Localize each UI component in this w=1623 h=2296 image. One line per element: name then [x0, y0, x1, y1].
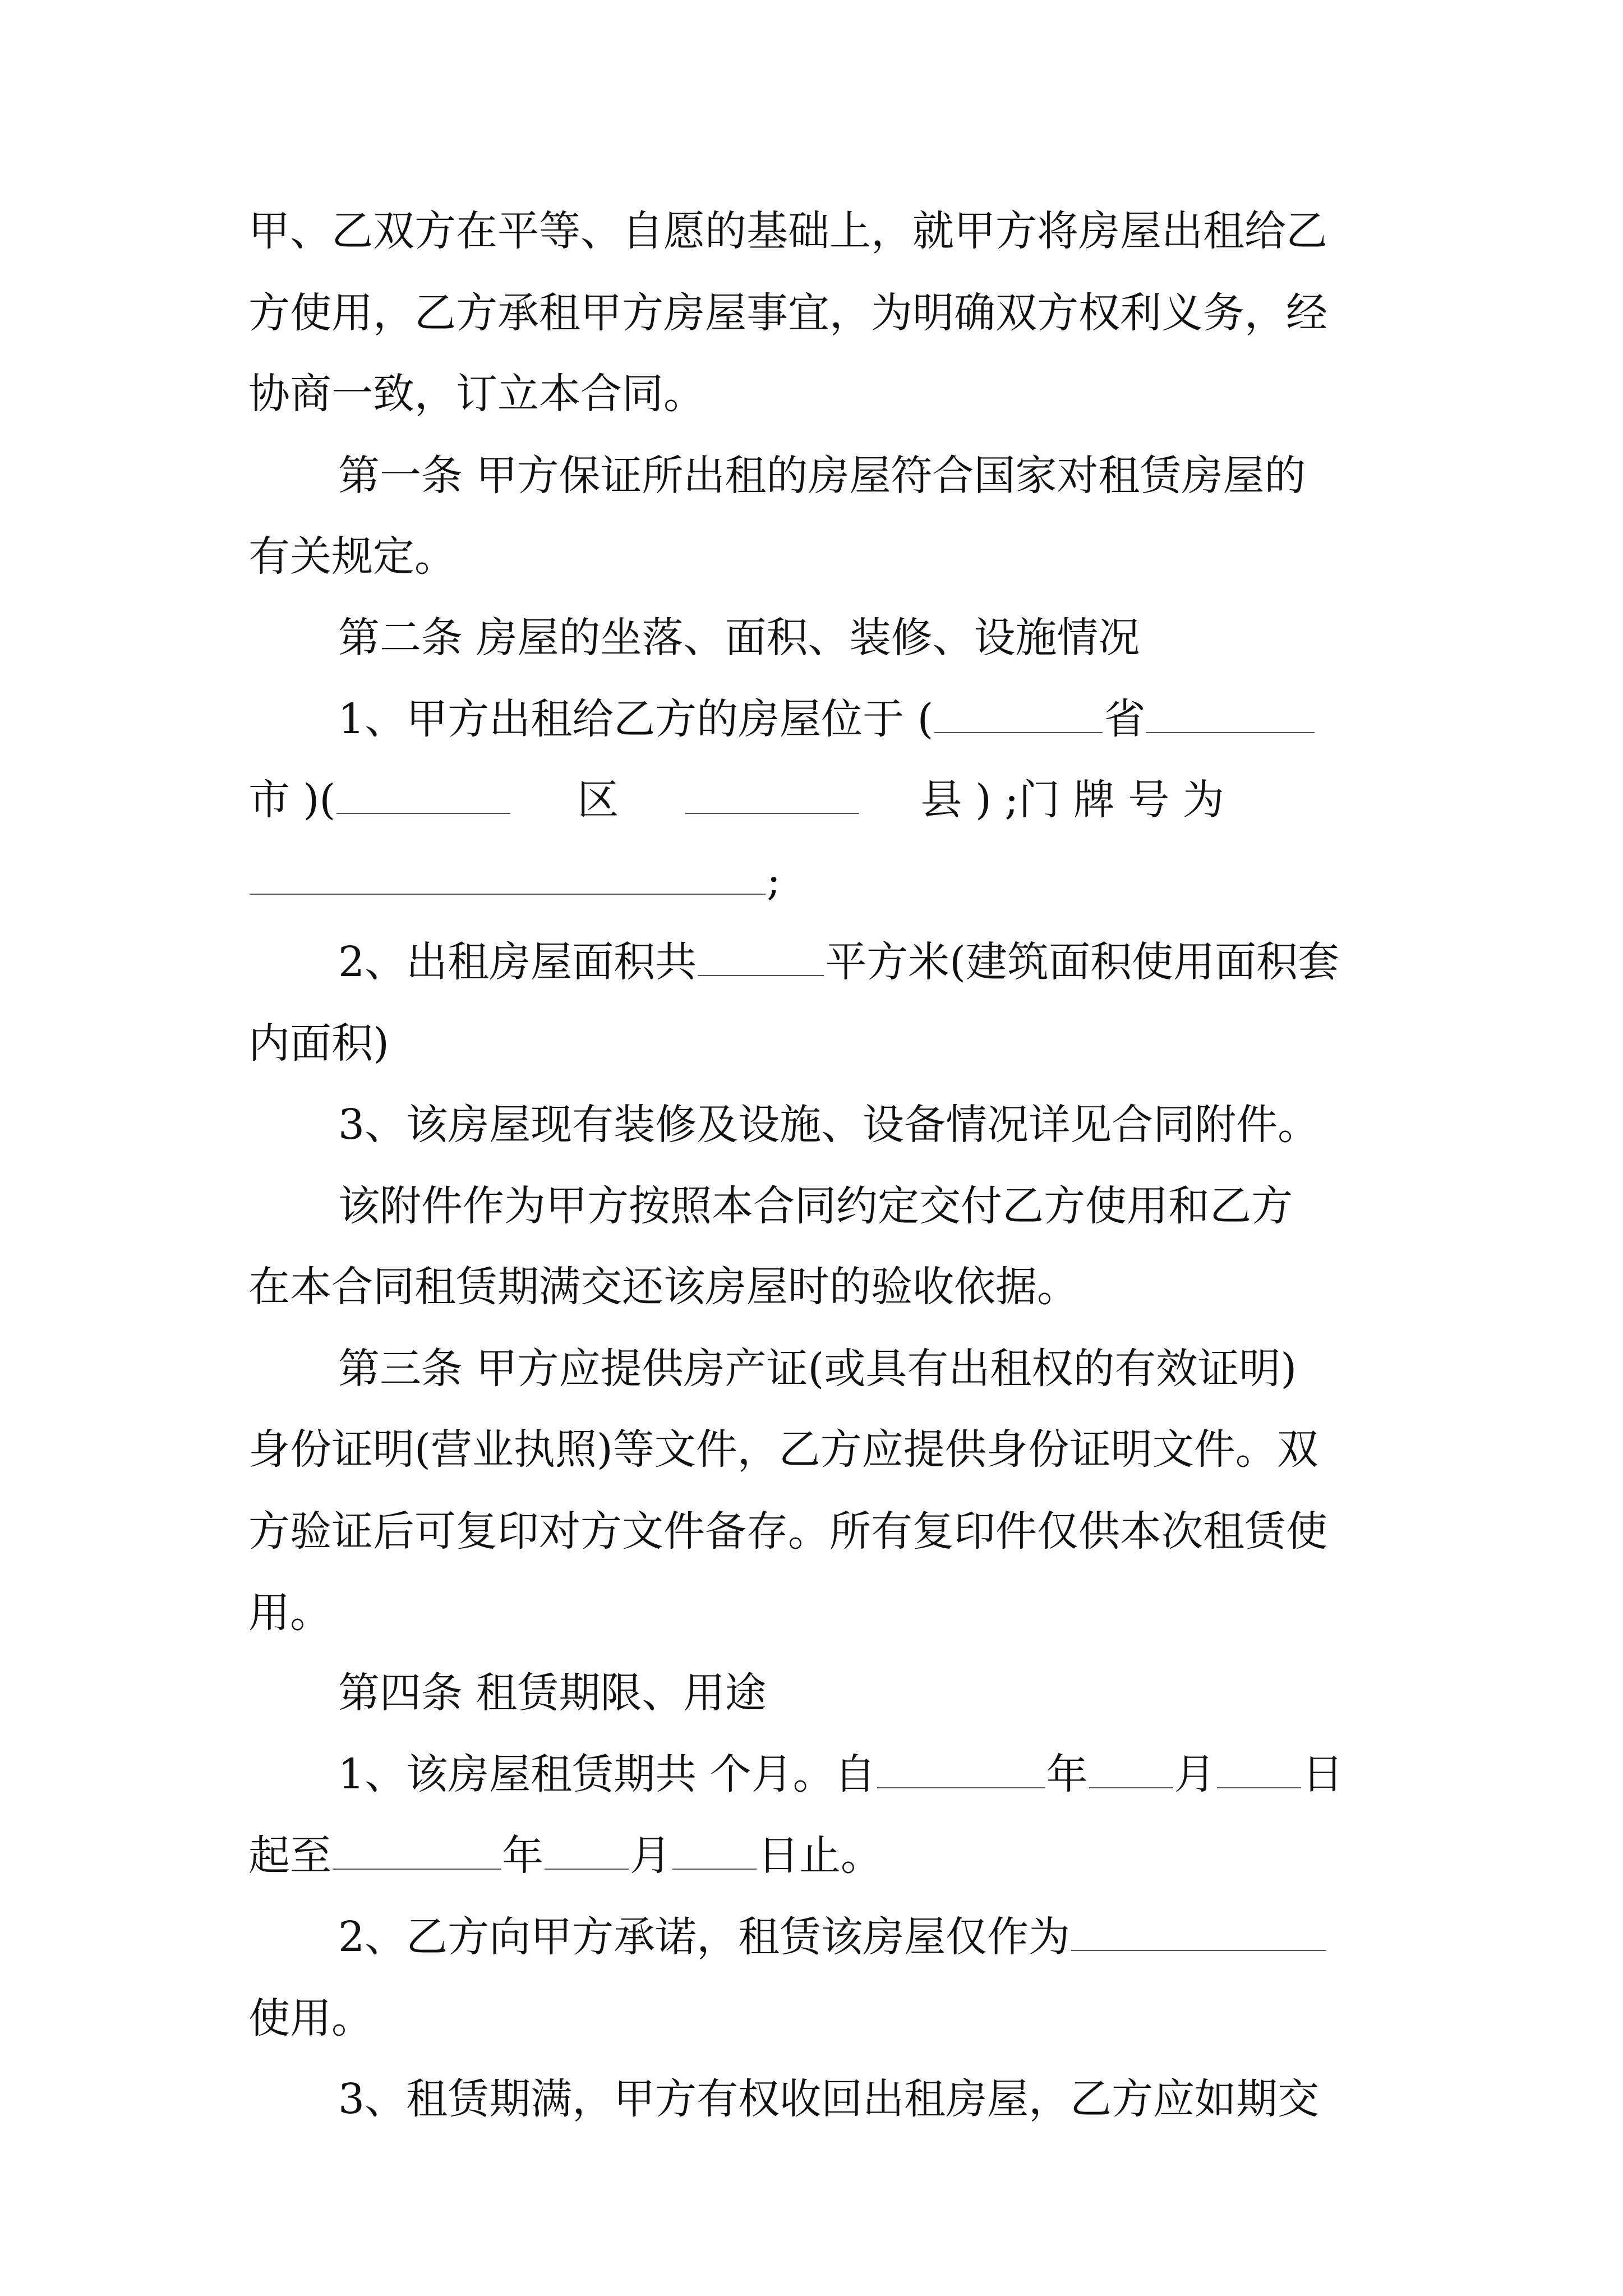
text: 1、甲方出租给乙方的房屋位于 (	[338, 695, 934, 743]
paragraph-line	[248, 1585, 1375, 1641]
blank-field	[1217, 1754, 1301, 1788]
text: 区	[577, 776, 619, 824]
clause-line	[338, 1097, 1375, 1153]
text: 起至	[248, 1832, 331, 1880]
text: 县 ) ;门 牌 号 为	[920, 776, 1224, 824]
text: 甲、乙双方在平等、自愿的基础上，就甲方将房屋出租给乙	[248, 207, 1327, 255]
text: 第四条 租赁期限、用途	[338, 1669, 767, 1717]
paragraph-line	[338, 1178, 1375, 1234]
text: 用。	[248, 1589, 331, 1637]
text: 年	[1046, 1750, 1088, 1798]
blank-field	[250, 860, 766, 895]
blank-field	[333, 1835, 501, 1870]
text: 第二条 房屋的坐落、面积、装修、设施情况	[338, 614, 1140, 662]
text: 该附件作为甲方按照本合同约定交付乙方使用和乙方	[338, 1182, 1293, 1230]
paragraph-line	[248, 1421, 1375, 1478]
text: 日止。	[758, 1832, 882, 1880]
blank-field	[336, 779, 510, 814]
text: 省	[1104, 695, 1146, 743]
text: 使用。	[248, 1994, 373, 2042]
text: 平方米(建筑面积使用面积套	[825, 938, 1339, 986]
clause-line	[248, 1828, 1375, 1884]
paragraph-line	[248, 1990, 1375, 2046]
blank-field	[698, 941, 824, 976]
text: 年	[502, 1832, 543, 1880]
paragraph-line	[248, 1259, 1375, 1315]
blank-field	[877, 1754, 1045, 1788]
text: 第一条 甲方保证所出租的房屋符合国家对租赁房屋的	[338, 452, 1306, 500]
article-1-line	[338, 448, 1375, 504]
text: 市 )(	[248, 776, 336, 824]
article-2-heading	[338, 610, 1375, 666]
text: 2、乙方向甲方承诺，租赁该房屋仅作为	[338, 1913, 1071, 1961]
text: 3、租赁期满，甲方有权收回出租房屋，乙方应如期交	[338, 2075, 1320, 2123]
clause-line	[248, 853, 1375, 909]
text: ;	[767, 857, 781, 905]
paragraph-line	[248, 528, 1375, 585]
text: 第三条 甲方应提供房产证(或具有出租权的有效证明)	[338, 1345, 1297, 1393]
paragraph-line	[248, 1015, 1375, 1071]
blank-field	[1089, 1754, 1173, 1788]
text: 方验证后可复印对方文件备存。所有复印件仅供本次租赁使	[248, 1507, 1327, 1556]
clause-line	[338, 1746, 1375, 1802]
paragraph-line	[248, 366, 1375, 422]
clause-line	[248, 772, 1375, 828]
blank-field	[545, 1835, 629, 1870]
text: 月	[1174, 1750, 1216, 1798]
text: 3、该房屋现有装修及设施、设备情况详见合同附件。	[338, 1101, 1320, 1149]
clause-line	[338, 691, 1375, 747]
text: 协商一致，订立本合同。	[248, 370, 705, 418]
clause-line	[338, 1909, 1375, 1965]
blank-field	[1071, 1916, 1326, 1951]
blank-field	[1146, 698, 1315, 733]
paragraph-line	[248, 203, 1375, 259]
text: 日	[1302, 1750, 1344, 1798]
clause-line	[338, 2071, 1375, 2127]
clause-line	[338, 934, 1375, 990]
text: 月	[630, 1832, 671, 1880]
text: 方使用，乙方承租甲方房屋事宜，为明确双方权利义务，经	[248, 289, 1327, 337]
blank-field	[685, 779, 859, 814]
text: 有关规定。	[248, 532, 456, 581]
paragraph-line	[248, 285, 1375, 341]
blank-field	[672, 1835, 757, 1870]
text: 身份证明(营业执照)等文件，乙方应提供身份证明文件。双	[248, 1425, 1318, 1474]
text: 在本合同租赁期满交还该房屋时的验收依据。	[248, 1263, 1078, 1311]
text: 1、该房屋租赁期共 个月。自	[338, 1750, 876, 1798]
blank-field	[934, 698, 1103, 733]
text: 内面积)	[248, 1019, 389, 1068]
paragraph-line	[248, 1503, 1375, 1559]
article-3-line	[338, 1341, 1375, 1397]
text: 2、出租房屋面积共	[338, 938, 697, 986]
article-4-heading	[338, 1665, 1375, 1721]
